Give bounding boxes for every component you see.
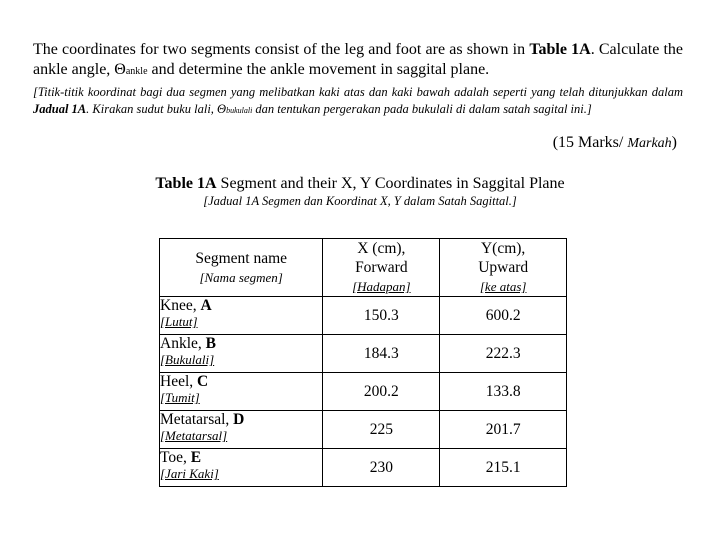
segment-cell [160, 449, 323, 487]
table-title-ref: Table 1A [155, 175, 217, 192]
question-text: . Calculate the ankle angle, Θ [33, 41, 684, 78]
header-x-label: X (cm), [357, 240, 406, 257]
question-malay [33, 84, 683, 119]
x-value: 184.3 [323, 335, 440, 373]
segment-name: Knee, [160, 297, 201, 314]
header-y [440, 239, 567, 297]
header-x-direction: Forward [355, 259, 408, 276]
table-row [160, 449, 567, 487]
segment-name: Toe, [160, 449, 191, 466]
segment-name: Metatarsal, [160, 411, 234, 428]
segment-name: Ankle, [160, 335, 206, 352]
header-segment [160, 239, 323, 297]
segment-letter: D [233, 411, 245, 428]
segment-cell [160, 411, 323, 449]
table-reference: Table 1A [529, 41, 591, 58]
marks-close: ) [671, 134, 677, 151]
segment-name-ms: [Metatarsal] [160, 428, 228, 443]
table-row [160, 373, 567, 411]
segment-cell [160, 297, 323, 335]
theta-subscript: ankle [125, 66, 148, 77]
segment-name-ms: [Lutut] [160, 314, 198, 329]
table-row [160, 411, 567, 449]
marks-en: (15 Marks/ [552, 134, 628, 151]
x-value: 225 [323, 411, 440, 449]
y-value: 222.3 [440, 335, 567, 373]
question-english [33, 40, 683, 82]
table-row [160, 335, 567, 373]
segment-name-ms: [Tumit] [160, 390, 200, 405]
segment-name-ms: [Bukulali] [160, 352, 215, 367]
header-x [323, 239, 440, 297]
question-text-ms: . Kirakan sudut buku lali, Θ [86, 102, 227, 116]
theta-subscript-ms: bukulali [226, 106, 253, 115]
y-value: 133.8 [440, 373, 567, 411]
y-value: 600.2 [440, 297, 567, 335]
table-reference-ms: Jadual 1A [33, 102, 87, 116]
question-text: The coordinates for two segments consist of the leg and foot are as shown in [33, 41, 530, 58]
header-y-label: Y(cm), [480, 240, 526, 257]
segment-letter: E [190, 449, 202, 466]
segment-letter: C [197, 373, 209, 390]
header-y-ms: [ke atas] [479, 279, 527, 294]
table-subtitle: [Jadual 1A Segmen dan Koordinat X, Y dalam Satah Sagittal.] [203, 194, 517, 208]
header-x-ms: [Hadapan] [352, 279, 411, 294]
x-value: 150.3 [323, 297, 440, 335]
header-segment-ms: [Nama segmen] [199, 269, 283, 285]
table-header-row [160, 239, 567, 297]
marks-ms: Markah [627, 136, 672, 151]
header-y-direction: Upward [478, 259, 529, 276]
y-value: 215.1 [440, 449, 567, 487]
table-title [0, 175, 720, 193]
question-text: and determine the ankle movement in saggital plane. [147, 61, 490, 78]
marks-label [553, 134, 677, 152]
table-row [160, 297, 567, 335]
segment-name-ms: [Jari Kaki] [160, 466, 219, 481]
segment-cell [160, 335, 323, 373]
y-value: 201.7 [440, 411, 567, 449]
segment-cell [160, 373, 323, 411]
question-text-ms: dan tentukan pergerakan pada bukulali di dalam satah sagital ini.] [252, 102, 592, 116]
header-segment-en: Segment name [195, 249, 288, 267]
segment-letter: A [200, 297, 212, 314]
segment-name: Heel, [160, 373, 198, 390]
table-title-text: Segment and their X, Y Coordinates in Saggital Plane [216, 175, 565, 192]
question-text-ms: [Titik-titik koordinat bagi dua segmen yang melibatkan kaki atas dan kaki bawah adalah seperti yang telah ditunjukkan dalam [33, 85, 683, 99]
coordinates-table [159, 238, 567, 487]
x-value: 200.2 [323, 373, 440, 411]
segment-letter: B [205, 335, 216, 352]
question-block [33, 40, 683, 119]
x-value: 230 [323, 449, 440, 487]
